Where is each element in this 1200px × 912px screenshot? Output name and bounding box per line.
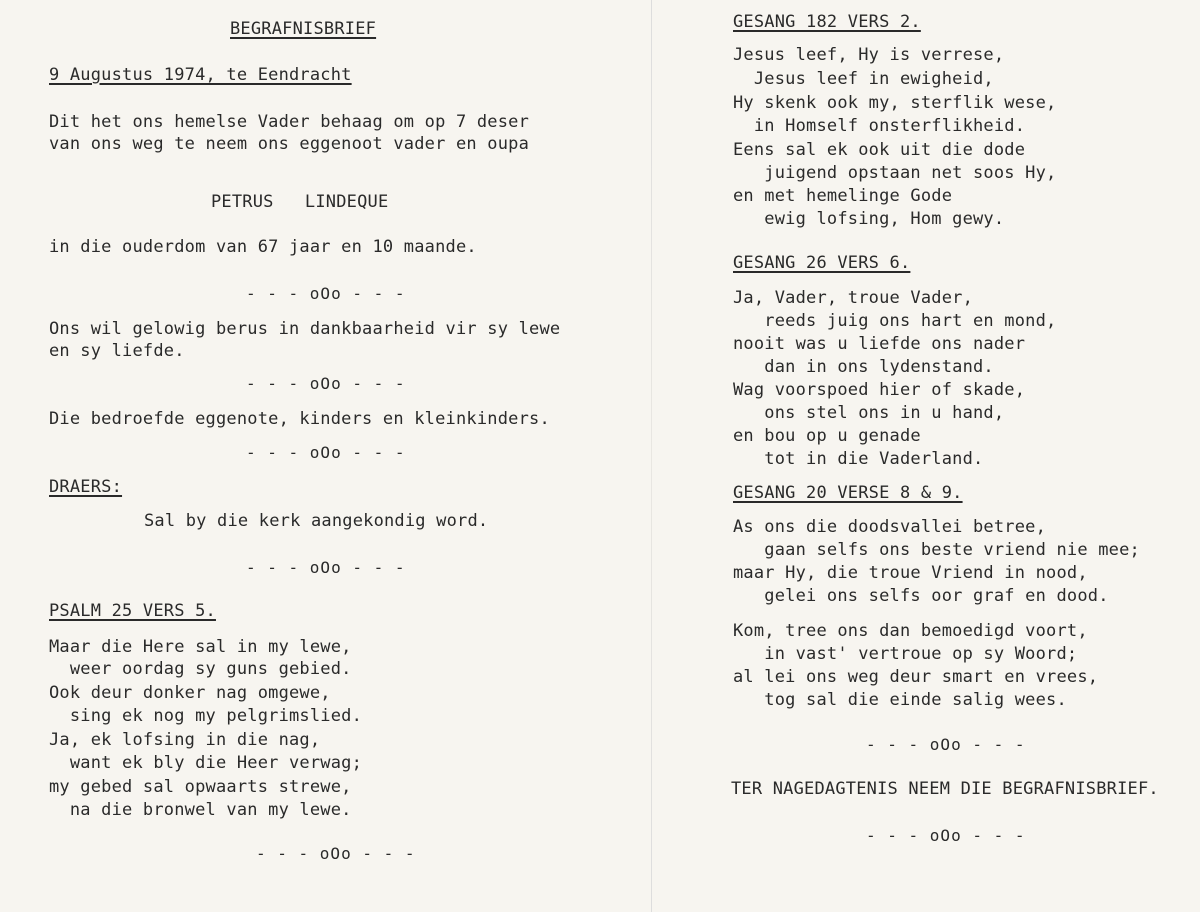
intro-line-2: van ons weg te neem ons eggenoot vader en oupa xyxy=(49,134,530,154)
psalm-line: Ook deur donker nag omgewe, xyxy=(49,683,331,703)
psalm-line: Ja, ek lofsing in die nag, xyxy=(49,730,321,750)
separator: - - - oOo - - - xyxy=(256,844,416,863)
hymn3-line: maar Hy, die troue Vriend in nood, xyxy=(733,563,1088,583)
psalm-heading: PSALM 25 VERS 5. xyxy=(49,601,216,621)
hymn3-line: gelei ons selfs oor graf en dood. xyxy=(733,586,1109,606)
hymn1-line: Hy skenk ook my, sterflik wese, xyxy=(733,93,1057,113)
hymn3-line: gaan selfs ons beste vriend nie mee; xyxy=(733,540,1140,560)
separator: - - - oOo - - - xyxy=(866,826,1026,845)
intro-line-1: Dit het ons hemelse Vader behaag om op 7 deser xyxy=(49,112,530,132)
hymn1-line: ewig lofsing, Hom gewy. xyxy=(733,209,1005,229)
family-line: Die bedroefde eggenote, kinders en kleinkinders. xyxy=(49,409,550,429)
age-line: in die ouderdom van 67 jaar en 10 maande. xyxy=(49,237,477,257)
psalm-line: Maar die Here sal in my lewe, xyxy=(49,637,352,657)
separator: - - - oOo - - - xyxy=(246,374,406,393)
date-line: 9 Augustus 1974, te Eendracht xyxy=(49,65,352,85)
hymn1-line: in Homself onsterflikheid. xyxy=(733,116,1026,136)
psalm-line: na die bronwel van my lewe. xyxy=(49,800,352,820)
hymn3-line: Kom, tree ons dan bemoedigd voort, xyxy=(733,621,1088,641)
hymn1-line: Eens sal ek ook uit die dode xyxy=(733,140,1026,160)
hymn2-line: reeds juig ons hart en mond, xyxy=(733,311,1057,331)
psalm-line: my gebed sal opwaarts strewe, xyxy=(49,777,352,797)
hymn1-heading: GESANG 182 VERS 2. xyxy=(733,12,921,32)
hymn3-line: al lei ons weg deur smart en vrees, xyxy=(733,667,1099,687)
faith-line-2: en sy liefde. xyxy=(49,341,185,361)
separator: - - - oOo - - - xyxy=(246,558,406,577)
hymn3-line: As ons die doodsvallei betree, xyxy=(733,517,1047,537)
letter-title: BEGRAFNISBRIEF xyxy=(230,19,377,39)
psalm-line: want ek bly die Heer verwag; xyxy=(49,753,363,773)
separator: - - - oOo - - - xyxy=(246,443,406,462)
hymn3-heading: GESANG 20 VERSE 8 & 9. xyxy=(733,483,963,503)
hymn2-line: nooit was u liefde ons nader xyxy=(733,334,1026,354)
hymn1-line: en met hemelinge Gode xyxy=(733,186,953,206)
deceased-name: PETRUS LINDEQUE xyxy=(211,192,389,212)
closing-line: TER NAGEDAGTENIS NEEM DIE BEGRAFNISBRIEF. xyxy=(731,779,1159,799)
hymn2-line: ons stel ons in u hand, xyxy=(733,403,1005,423)
hymn3-line: in vast' vertroue op sy Woord; xyxy=(733,644,1078,664)
psalm-line: weer oordag sy guns gebied. xyxy=(49,659,352,679)
bearers-heading: DRAERS: xyxy=(49,477,123,497)
page-fold xyxy=(651,0,652,912)
hymn2-line: Ja, Vader, troue Vader, xyxy=(733,288,974,308)
separator: - - - oOo - - - xyxy=(866,735,1026,754)
hymn2-line: tot in die Vaderland. xyxy=(733,449,984,469)
hymn2-heading: GESANG 26 VERS 6. xyxy=(733,253,911,273)
hymn1-line: Jesus leef, Hy is verrese, xyxy=(733,45,1005,65)
faith-line-1: Ons wil gelowig berus in dankbaarheid vir sy lewe xyxy=(49,319,561,339)
hymn3-line: tog sal die einde salig wees. xyxy=(733,690,1067,710)
hymn1-line: Jesus leef in ewigheid, xyxy=(733,69,994,89)
bearers-text: Sal by die kerk aangekondig word. xyxy=(144,511,489,531)
hymn1-line: juigend opstaan net soos Hy, xyxy=(733,163,1057,183)
hymn2-line: Wag voorspoed hier of skade, xyxy=(733,380,1026,400)
hymn2-line: en bou op u genade xyxy=(733,426,921,446)
hymn2-line: dan in ons lydenstand. xyxy=(733,357,994,377)
psalm-line: sing ek nog my pelgrimslied. xyxy=(49,706,363,726)
separator: - - - oOo - - - xyxy=(246,284,406,303)
